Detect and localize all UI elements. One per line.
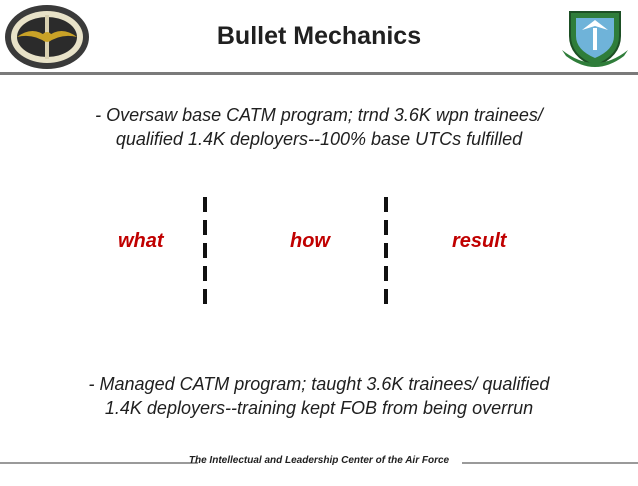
label-result: result (452, 230, 507, 252)
label-what: what (118, 230, 164, 252)
title-divider (0, 72, 638, 75)
slide-title: Bullet Mechanics (216, 22, 422, 50)
divider-right (384, 197, 388, 312)
bullet-original: - Oversaw base CATM program; trnd 3.6K wpn trainees/ qualified 1.4K deployers--100% base UTCs fulfilled (95, 105, 543, 149)
footer-text: The Intellectual and Leadership Center of the Air Force (188, 455, 450, 466)
bullet-revised: - Managed CATM program; taught 3.6K trainees/ qualified 1.4K deployers--training kept FOB from being overrun (88, 374, 550, 418)
divider-left (203, 197, 207, 312)
label-how: how (290, 230, 330, 252)
